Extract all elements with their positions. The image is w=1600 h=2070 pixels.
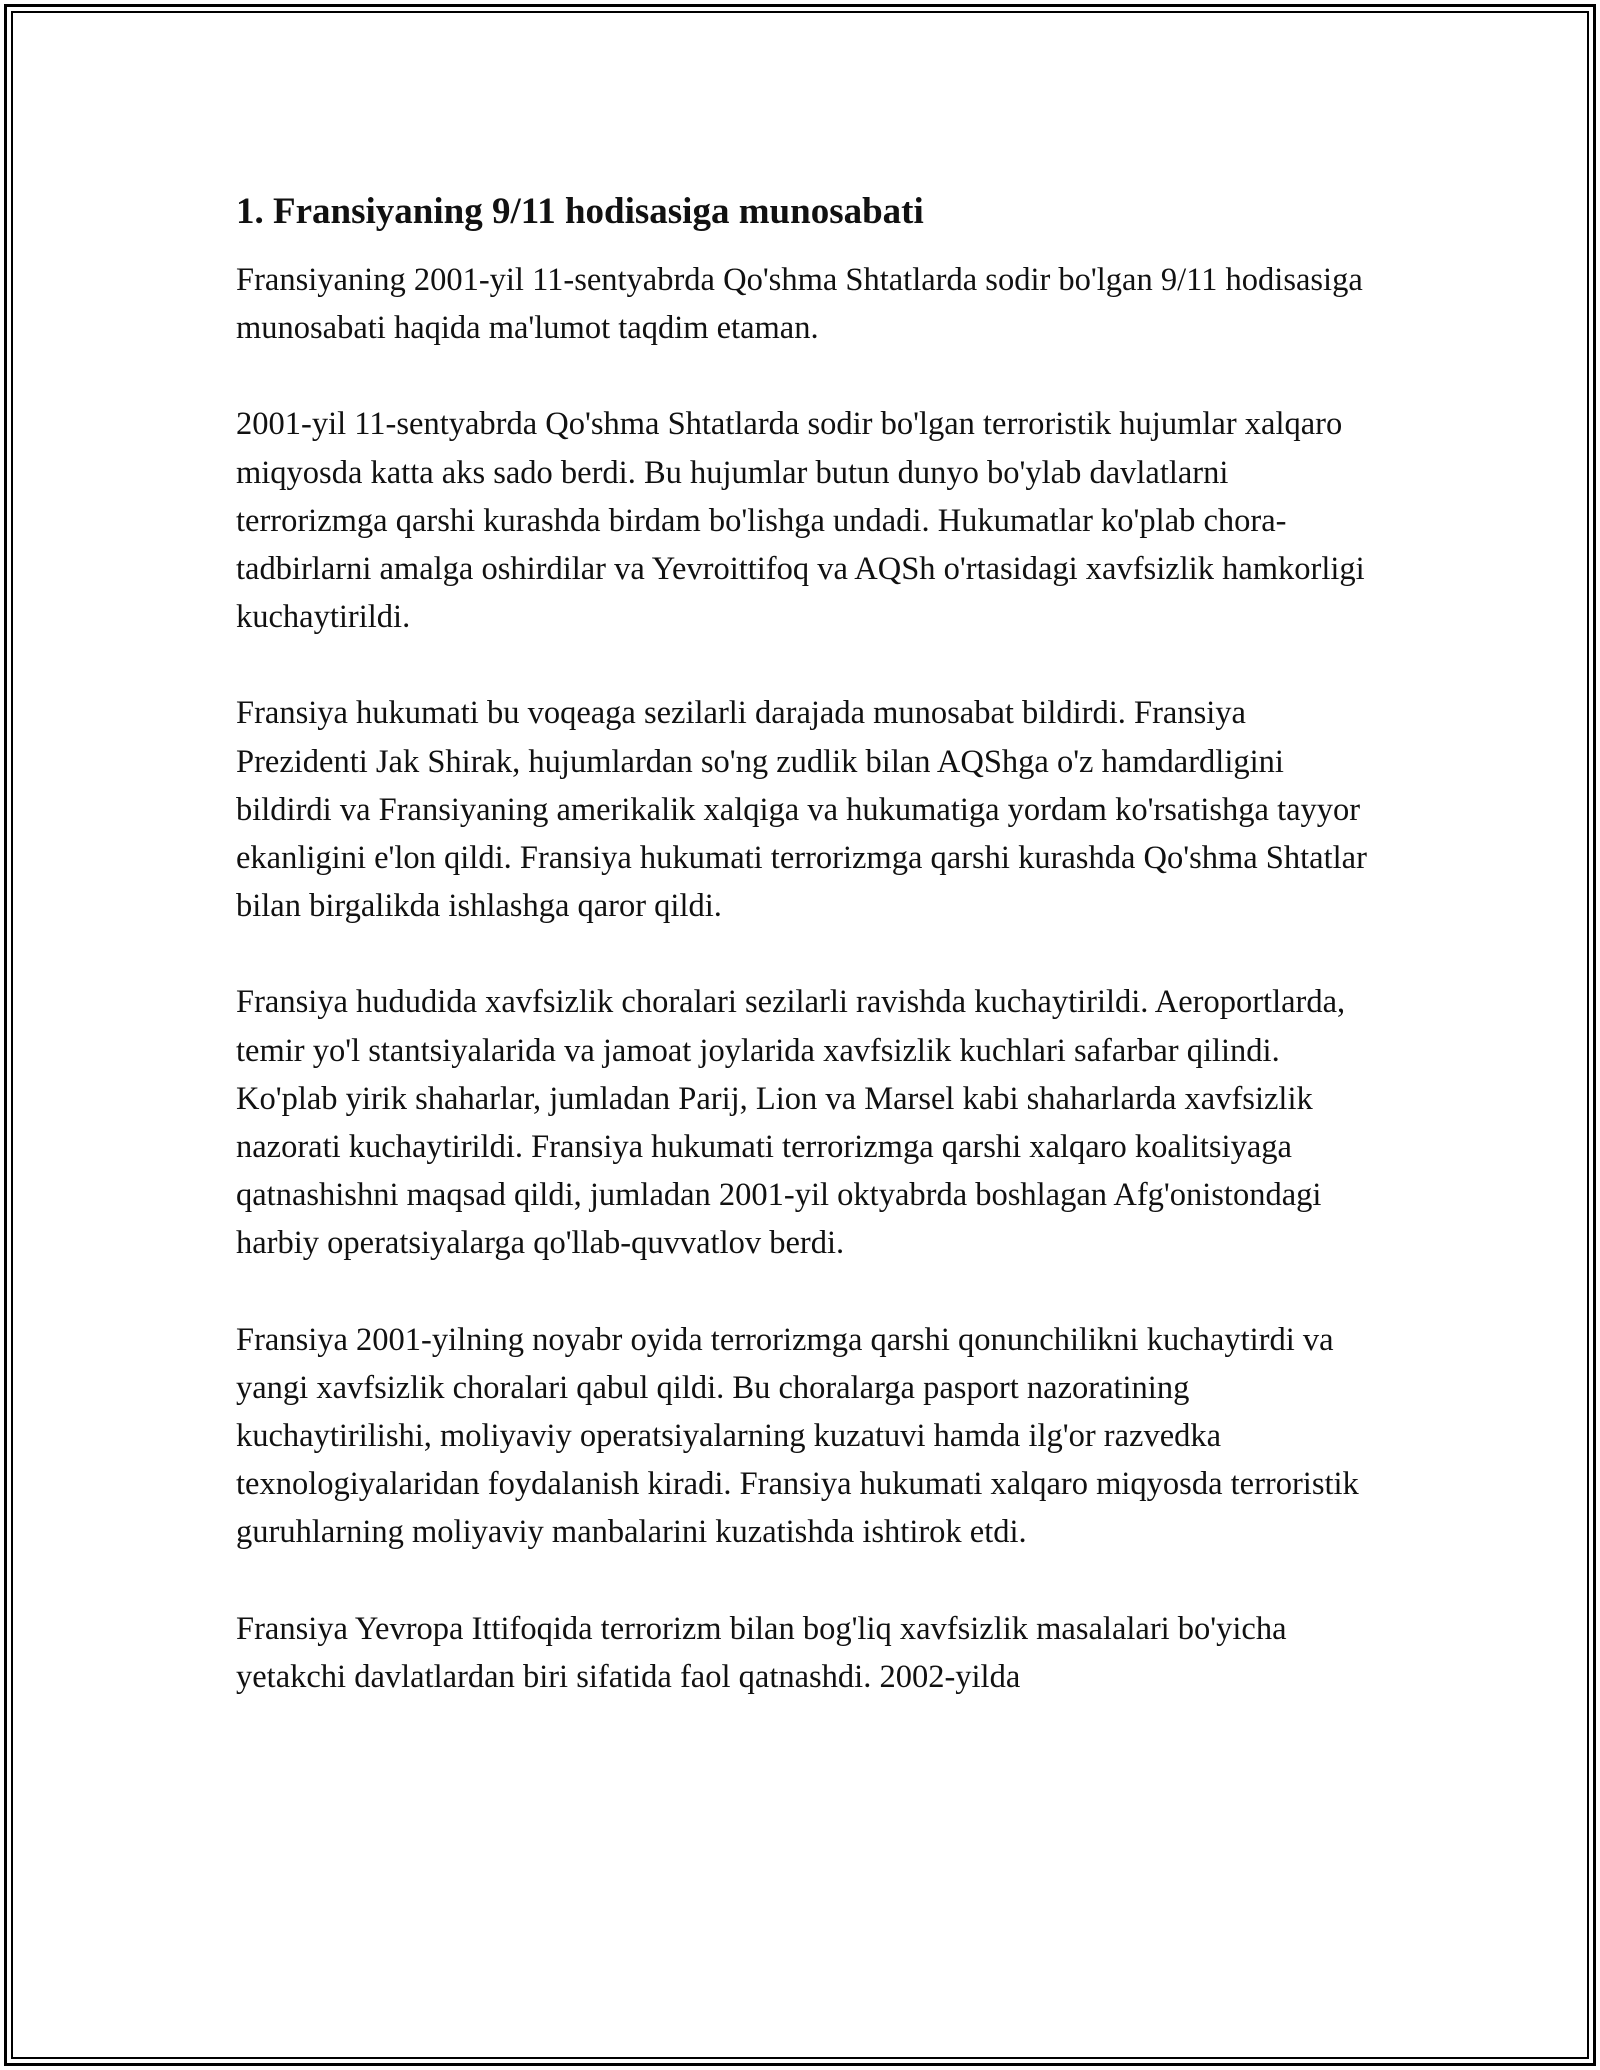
section-heading: 1. Fransiyaning 9/11 hodisasiga munosabati [236, 191, 924, 232]
paragraph-intro: Fransiyaning 2001-yil 11-sentyabrda Qo'shma Shtatlarda sodir bo'lgan 9/11 hodisasiga munosabati haqida ma'lumot taqdim etaman. [236, 262, 1363, 347]
paragraph-france-government-response: Fransiya hukumati bu voqeaga sezilarli darajada munosabat bildirdi. Fransiya Prezidenti Jak Shirak, hujumlardan so'ng zudlik bilan AQShga o'z hamdardligini bildirdi va Fransiyaning amerikalik xalqiga va hukumatiga yordam ko'rsatishga tayyor ekanligini e'lon qildi. Fransiya hukumati terrorizmga qarshi kurashda Qo'shma Shtatlar bilan birgalikda ishlashga qaror qildi. [236, 695, 1367, 925]
paragraph-european-union: Fransiya Yevropa Ittifoqida terrorizm bilan bog'liq xavfsizlik masalalari bo'yicha yetakchi davlatlardan biri sifatida faol qatnashdi. 2002-yilda [236, 1610, 1287, 1695]
paragraph-security-measures: Fransiya hududida xavfsizlik choralari sezilarli ravishda kuchaytirildi. Aeroportlarda, temir yo'l stantsiyalarida va jamoat joylarida xavfsizlik kuchlari safarbar qilindi. Ko'plab yirik shaharlar, jumladan Parij, Lion va Marsel kabi shaharlarda xavfsizlik nazorati kuchaytirildi. Fransiya hukumati terrorizmga qarshi xalqaro koalitsiyaga qatnashishni maqsad qildi, jumladan 2001-yil oktyabrda boshlagan Afg'onistondagi harbiy operatsiyalarga qo'llab-quvvatlov berdi. [236, 984, 1346, 1262]
paragraph-international-reaction: 2001-yil 11-sentyabrda Qo'shma Shtatlarda sodir bo'lgan terroristik hujumlar xalqaro miqyosda katta aks sado berdi. Bu hujumlar butun dunyo bo'ylab davlatlarni terrorizmga qarshi kurashda birdam bo'lishga undadi. Hukumatlar ko'plab chora-tadbirlarni amalga oshirdilar va Yevroittifoq va AQSh o'rtasidagi xavfsizlik hamkorligi kuchaytirildi. [236, 406, 1365, 636]
document-body [236, 188, 1376, 1749]
paragraph-legislation: Fransiya 2001-yilning noyabr oyida terrorizmga qarshi qonunchilikni kuchaytirdi va yangi xavfsizlik choralari qabul qildi. Bu choralarga pasport nazoratining kuchaytirilishi, moliyaviy operatsiyalarning kuzatuvi hamda ilg'or razvedka texnologiyalaridan foydalanish kiradi. Fransiya hukumati xalqaro miqyosda terroristik guruhlarning moliyaviy manbalarini kuzatishda ishtirok etdi. [236, 1321, 1359, 1551]
